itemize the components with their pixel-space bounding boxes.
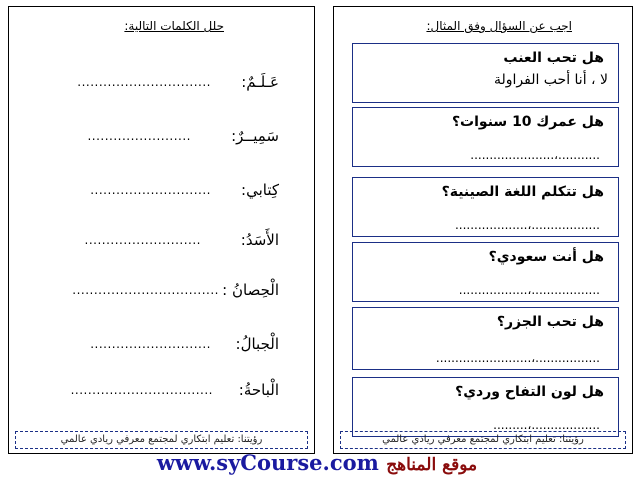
answer-blank[interactable]: ............................... — [77, 75, 211, 89]
answer-blank[interactable]: ............................ — [90, 183, 211, 197]
vision-footer: رؤيتنا: تعليم ابتكاري لمجتمع معرفي ريادي عالمي — [15, 431, 308, 449]
example-answer: لا ، أنا أحب الفراولة — [493, 72, 608, 88]
question-text: هل أنت سعودي؟ — [488, 249, 604, 265]
question-text: هل تتكلم اللغة الصينية؟ — [441, 184, 604, 200]
answer-blank[interactable]: ..................،.................. — [458, 283, 600, 297]
word-label: كِتابي: — [241, 181, 279, 199]
word-row — [39, 179, 299, 205]
question-text: هل لون التفاح وردي؟ — [455, 384, 604, 400]
answer-blank[interactable]: .................،......................... — [435, 351, 600, 365]
question-panel — [333, 6, 633, 454]
word-row — [39, 333, 299, 359]
question-box — [352, 107, 619, 167]
question-box — [352, 377, 619, 437]
word-row — [39, 229, 299, 255]
panel-title: حلل الكلمات التالية: — [124, 19, 224, 33]
question-box — [352, 242, 619, 302]
site-url[interactable]: www.syCourse.com — [156, 450, 379, 475]
word-label: الْحِصانُ : — [222, 281, 279, 299]
answer-blank[interactable]: ...........،...................... — [470, 148, 600, 162]
question-box — [352, 177, 619, 237]
word-label: الأَسَدُ: — [240, 231, 279, 249]
word-label: عَـلَـمٌ: — [241, 73, 279, 91]
word-row — [39, 125, 299, 151]
answer-blank[interactable]: ........................... — [84, 233, 201, 247]
answer-blank[interactable]: ..................،................... — [454, 218, 600, 232]
word-label: سَمِيــرٌ: — [231, 127, 279, 145]
site-banner — [0, 448, 640, 480]
answer-blank[interactable]: ............................ — [90, 337, 211, 351]
question-text: هل عمرك 10 سنوات؟ — [451, 114, 604, 130]
panel-title: اجب عن السؤال وفق المثال: — [426, 19, 572, 33]
word-row — [39, 279, 299, 305]
example-box — [352, 43, 619, 103]
answer-blank[interactable]: ........................ — [87, 129, 191, 143]
example-question: هل تحب العنب — [503, 50, 604, 66]
word-label: الْجبالُ: — [235, 335, 279, 353]
answer-blank[interactable]: .................................. — [72, 283, 219, 297]
site-name: موقع المناهج — [386, 455, 478, 475]
word-row — [39, 379, 299, 405]
vision-footer: رؤيتنا: تعليم ابتكاري لمجتمع معرفي ريادي عالمي — [340, 431, 626, 449]
question-text: هل تحب الجزر؟ — [496, 314, 604, 330]
word-row — [39, 71, 299, 97]
word-label: الْباحةُ: — [238, 381, 279, 399]
word-analysis-panel — [8, 6, 315, 454]
answer-blank[interactable]: ................................. — [70, 383, 213, 397]
question-box — [352, 307, 619, 370]
answer-blank[interactable]: ..................،......... — [493, 418, 600, 432]
